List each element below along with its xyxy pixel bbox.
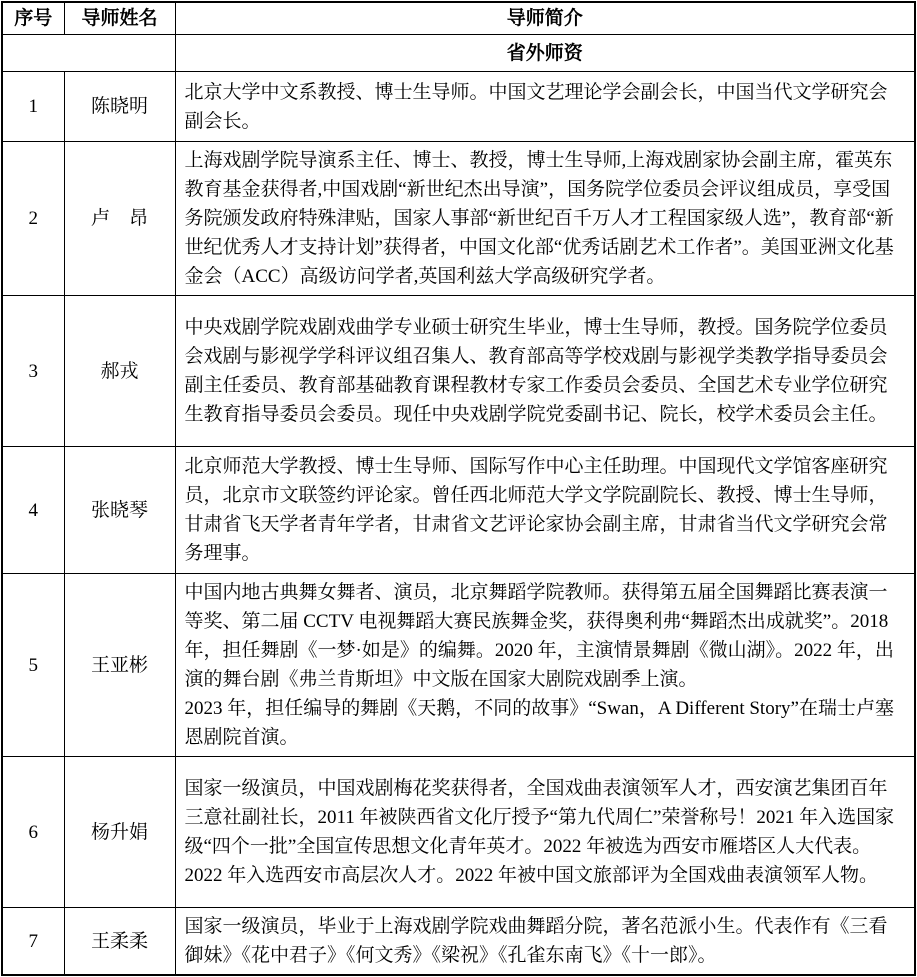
- table-header: [2, 2, 915, 35]
- row-number: 6: [2, 757, 64, 908]
- section-empty-cell: [2, 35, 175, 72]
- mentor-bio: [175, 142, 915, 296]
- header-row: [2, 2, 915, 35]
- row-number: 7: [2, 908, 64, 976]
- table-row: [2, 574, 915, 757]
- bio-paragraph: 上海戏剧学院导演系主任、博士、教授，博士生导师,上海戏剧家协会副主席，霍英东教育基金获得者,中国戏剧“新世纪杰出导演”，国务院学位委员会评议组成员，享受国务院颁发政府特殊津贴，国家人事部“新世纪百千万人才工程国家级人选”，教育部“新世纪优秀人才支持计划”获得者，中国文化部“优秀话剧艺术工作者”。美国亚洲文化基金会（ACC）高级访问学者,英国利兹大学高级研究学者。: [184, 150, 894, 287]
- section-label: 省外师资: [175, 35, 915, 72]
- mentor-name: 王亚彬: [64, 574, 175, 757]
- table-row: [2, 296, 915, 447]
- bio-paragraph: 国家一级演员，毕业于上海戏剧学院戏曲舞蹈分院，著名范派小生。代表作有《三看御妹》《花中君子》《何文秀》《梁祝》《孔雀东南飞》《十一郎》。: [184, 916, 888, 966]
- table-row: [2, 908, 915, 976]
- mentor-name: 张晓琴: [64, 447, 175, 574]
- table-row: [2, 72, 915, 142]
- mentor-name: 郝戎: [64, 296, 175, 447]
- mentor-bio: [175, 757, 915, 908]
- row-number: 1: [2, 72, 64, 142]
- bio-paragraph: 北京大学中文系教授、博士生导师。中国文艺理论学会副会长，中国当代文学研究会副会长。: [184, 81, 888, 132]
- table-row: [2, 142, 915, 296]
- mentor-bio: [175, 574, 915, 757]
- bio-paragraph: 中国内地古典舞女舞者、演员，北京舞蹈学院教师。获得第五届全国舞蹈比赛表演一等奖、第二届 CCTV 电视舞蹈大赛民族舞金奖，获得奥利弗“舞蹈杰出成就奖”。2018 年，担任舞剧《一梦·如是》的编舞。2020 年，主演情景舞剧《微山湖》。2022 年，出演的舞台剧《弗兰肯斯坦》中文版在国家大剧院戏剧季上演。: [184, 582, 894, 690]
- table-row: [2, 447, 915, 574]
- header-mentor-name: 导师姓名: [64, 2, 175, 35]
- mentor-bio: [175, 72, 915, 142]
- mentor-bio: [175, 296, 915, 447]
- table-row: [2, 757, 915, 908]
- section-row: [2, 35, 915, 72]
- mentor-name: 王柔柔: [64, 908, 175, 976]
- row-number: 2: [2, 142, 64, 296]
- row-number: 5: [2, 574, 64, 757]
- header-mentor-intro: 导师简介: [175, 2, 915, 35]
- row-number: 4: [2, 447, 64, 574]
- mentor-name: 卢 昂: [64, 142, 175, 296]
- mentor-name: 杨升娟: [64, 757, 175, 908]
- row-number: 3: [2, 296, 64, 447]
- table-body: [2, 35, 915, 976]
- mentor-name: 陈晓明: [64, 72, 175, 142]
- bio-paragraph: 国家一级演员，中国戏剧梅花奖获得者，全国戏曲表演领军人才，西安演艺集团百年三意社副社长，2011 年被陕西省文化厅授予“第九代周仁”荣誉称号！2021 年入选国家级“四个一批”全国宣传思想文化青年英才。2022 年被选为西安市雁塔区人大代表。2022 年入选西安市高层次人才。2022 年被中国文旅部评为全国戏曲表演领军人物。: [184, 778, 895, 886]
- bio-paragraph: 中央戏剧学院戏剧戏曲学专业硕士研究生毕业，博士生导师，教授。国务院学位委员会戏剧与影视学学科评议组召集人、教育部高等学校戏剧与影视学类教学指导委员会副主任委员、教育部基础教育课程教材专家工作委员会委员、全国艺术专业学位研究生教育指导委员会委员。现任中央戏剧学院党委副书记、院长，校学术委员会主任。: [184, 317, 888, 425]
- bio-paragraph: 北京师范大学教授、博士生导师、国际写作中心主任助理。中国现代文学馆客座研究员，北京市文联签约评论家。曾任西北师范大学文学院副院长、教授、博士生导师，甘肃省飞天学者青年学者，甘肃省文艺评论家协会副主席，甘肃省当代文学研究会常务理事。: [184, 456, 888, 564]
- mentor-table: [1, 1, 916, 976]
- header-serial-number: 序号: [2, 2, 64, 35]
- bio-paragraph: 2023 年，担任编导的舞剧《天鹅，不同的故事》“Swan，A Different Story”在瑞士卢塞恩剧院首演。: [184, 698, 894, 748]
- mentor-bio: [175, 908, 915, 976]
- mentor-bio: [175, 447, 915, 574]
